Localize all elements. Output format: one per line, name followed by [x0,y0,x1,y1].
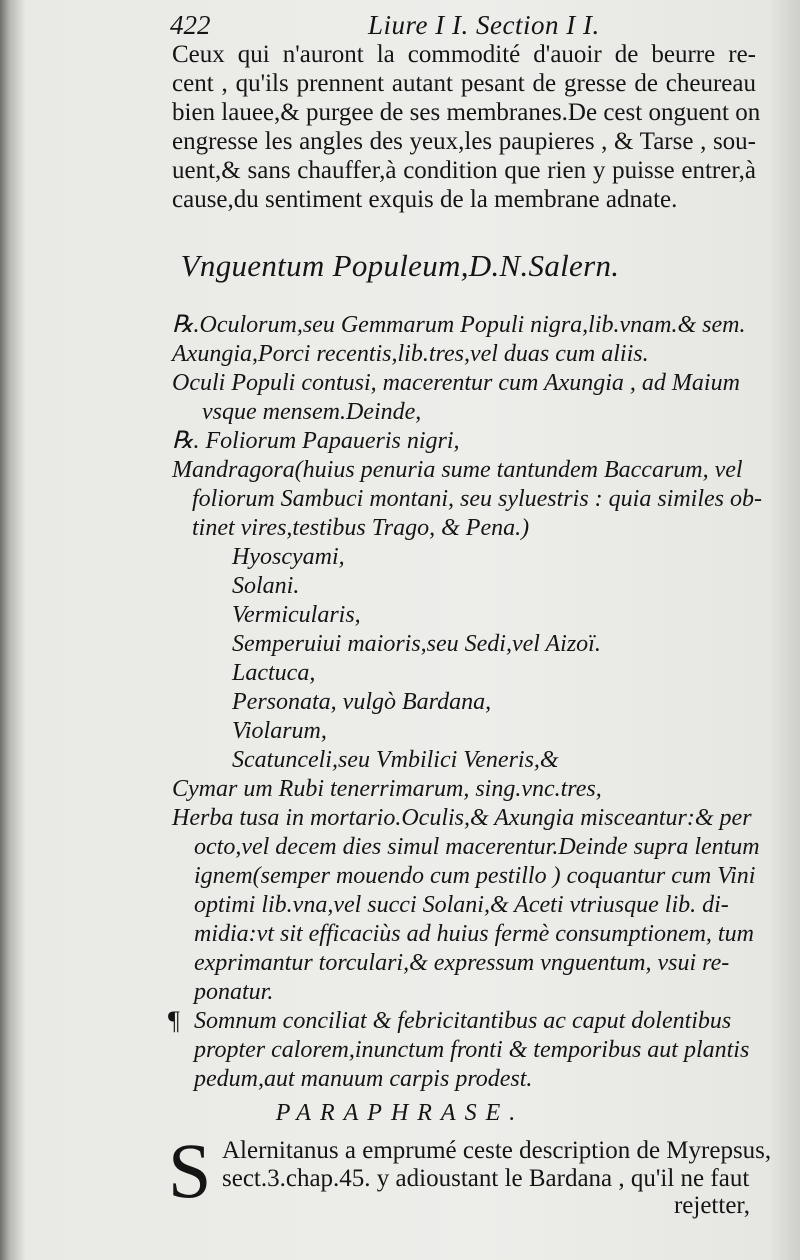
intro-line: engresse les angles des yeux,les paupieres , & Tarse , sou- [172,128,756,155]
page-header [0,8,800,42]
recipe-line: Oculi Populi contusi, macerentur cum Axungia , ad Maium [172,370,740,396]
recipe-line: Violarum, [232,718,327,744]
recipe-line: ponatur. [194,979,274,1005]
pilcrow-icon: ¶ [168,1006,180,1035]
intro-line: cause,du sentiment exquis de la membrane adnate. [172,186,678,213]
recipe-line: optimi lib.vna,vel succi Solani,& Aceti vtriusque lib. di- [194,892,729,918]
intro-line: uent,& sans chauffer,à condition que rien y puisse entrer,à [172,157,756,184]
drop-cap: S [168,1127,212,1214]
recipe-line: Axungia,Porci recentis,lib.tres,vel duas cum aliis. [172,341,649,367]
running-title: Liure I I. Section I I. [368,10,600,40]
paraphrase-line: Alernitanus a emprumé ceste description de Myrepsus, [222,1137,772,1164]
recipe-line: exprimantur torculari,& expressum vnguentum, vsui re- [194,950,730,976]
intro-line: bien lauee,& purgee de ses membranes.De cest onguent on [172,99,761,126]
note-line: propter calorem,inunctum fronti & temporibus aut plantis [194,1037,750,1063]
recipe-line: ignem(semper mouendo cum pestillo ) coquantur cum Vini [194,863,756,889]
page-number: 422 [170,10,211,40]
recipe-line: midia:vt sit efficaciùs ad huius fermè consumptionem, tum [194,921,754,947]
recipe-line: Solani. [232,573,300,599]
note-line: Somnum conciliat & febricitantibus ac caput dolentibus [194,1008,732,1034]
recipe-line: vsque mensem.Deinde, [202,399,422,425]
recipe-line: Scatunceli,seu Vmbilici Veneris,& [232,747,559,773]
note-line: pedum,aut manuum carpis prodest. [194,1066,533,1092]
recipe-line: Personata, vulgò Bardana, [232,689,492,715]
catchword: rejetter, [673,1192,750,1219]
recipe-line: octo,vel decem dies simul macerentur.Deinde supra lentum [194,834,760,860]
recipe-line: Lactuca, [232,660,316,686]
recipe-title: Vnguentum Populeum,D.N.Salern. [180,248,620,283]
recipe-line: foliorum Sambuci montani, seu syluestris : quia similes ob- [192,486,762,512]
paraphrase-heading: PARAPHRASE. [275,1100,525,1126]
recipe-line: tinet vires,testibus Trago, & Pena.) [192,515,530,541]
recipe-line: ℞.Oculorum,seu Gemmarum Populi nigra,lib.vnam.& sem. [172,312,746,338]
paraphrase-line: sect.3.chap.45. y adioustant le Bardana , qu'il ne faut [222,1165,750,1192]
intro-line: Ceux qui n'auront la commodité d'auoir de beurre re- [172,41,756,68]
recipe-line: Mandragora(huius penuria sume tantundem Baccarum, vel [172,457,743,483]
intro-line: cent , qu'ils prennent autant pesant de gresse de cheureau [172,70,756,97]
recipe-line: Semperuiui maioris,seu Sedi,vel Aizoï. [232,631,601,657]
recipe-line: Cymar um Rubi tenerrimarum, sing.vnc.tres, [172,776,602,802]
recipe-line: Herba tusa in mortario.Oculis,& Axungia misceantur:& per [172,805,752,831]
recipe-line: ℞. Foliorum Papaueris nigri, [172,428,460,454]
intro-paragraph [172,40,761,214]
recipe-line: Vermicularis, [232,602,361,628]
recipe-line: Hyoscyami, [232,544,345,570]
